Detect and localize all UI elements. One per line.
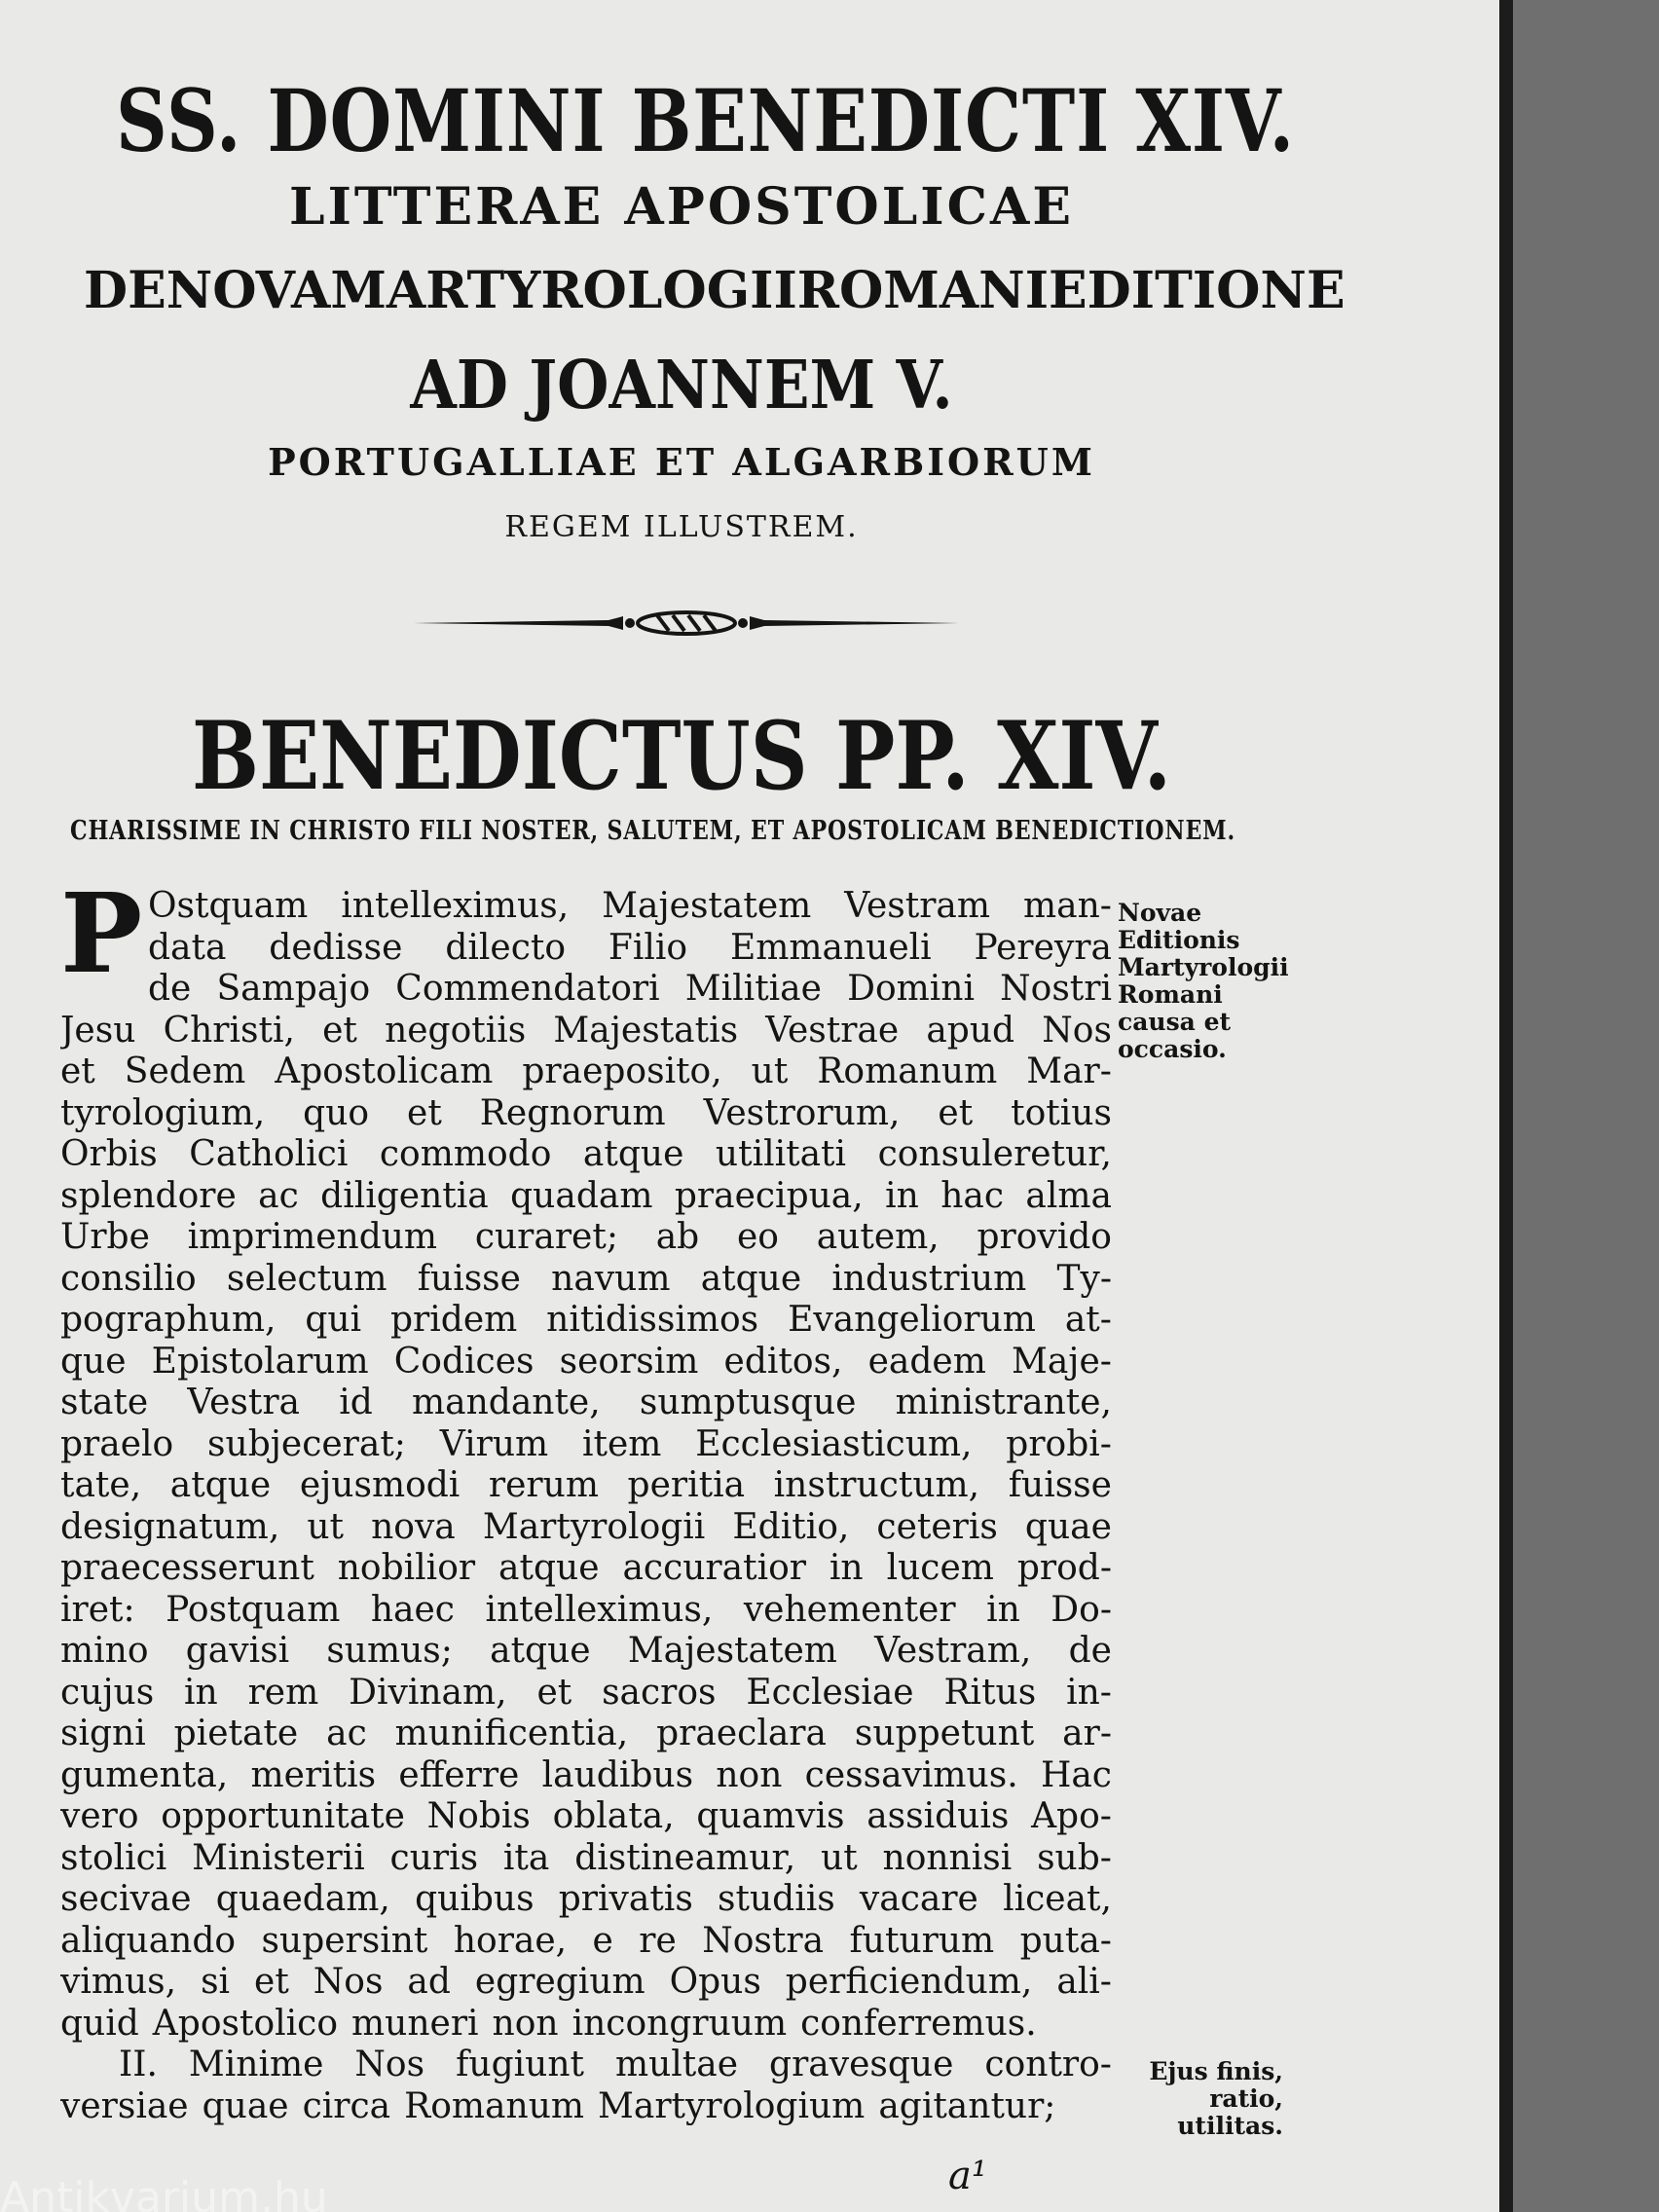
word: in-	[1066, 1672, 1112, 1713]
word: et	[938, 1092, 974, 1133]
word: Postquam	[166, 1589, 341, 1630]
word: re	[639, 1920, 677, 1961]
word: tyrologium,	[60, 1092, 266, 1133]
word: Vestra	[187, 1382, 301, 1422]
text-line	[60, 1259, 1112, 1301]
word: eo	[736, 1217, 779, 1257]
word: Apostolicam	[275, 1051, 494, 1091]
word: Divinam,	[349, 1672, 507, 1713]
word: in	[184, 1672, 218, 1713]
word: consuleretur,	[877, 1134, 1112, 1174]
text-line	[60, 1590, 1112, 1632]
word: sub-	[1037, 1837, 1112, 1878]
word: Emmanueli	[729, 927, 932, 968]
word: secivae	[60, 1879, 192, 1919]
word: ut	[307, 1506, 344, 1547]
word: quibus	[415, 1879, 535, 1919]
word: Epistolarum	[151, 1341, 369, 1382]
word: muneri	[351, 2003, 479, 2044]
heading-line-1: SS. DOMINI BENEDICTI XIV.	[116, 70, 1295, 171]
word: curaret;	[474, 1217, 618, 1257]
word: privatis	[558, 1879, 693, 1919]
word: negotiis	[385, 1010, 527, 1051]
word: seorsim	[559, 1341, 699, 1382]
word: Sedem	[124, 1051, 246, 1091]
word: circa	[302, 2085, 391, 2126]
word: perficiendum,	[785, 1962, 1033, 2002]
word: quadam	[510, 1175, 653, 1216]
word: Nos	[354, 2045, 425, 2084]
word: nonnisi	[882, 1837, 1013, 1878]
word: non	[492, 2003, 559, 2044]
heading-word: DE	[84, 261, 166, 320]
heading-word: MARTYROLOGII	[330, 261, 797, 320]
text-line	[60, 2045, 1112, 2086]
word: probi-	[1006, 1423, 1112, 1464]
text-line	[60, 1134, 1112, 1176]
word: autem,	[816, 1217, 940, 1257]
heading-line-2: LITTERAE APOSTOLICAE	[289, 177, 1074, 237]
word: Militiae	[684, 969, 822, 1009]
body-text	[60, 870, 1112, 2127]
word: agitantur;	[878, 2085, 1056, 2126]
word: dilecto	[445, 927, 567, 968]
word: conferremus.	[800, 2003, 1037, 2044]
word: opportunitate	[161, 1796, 405, 1836]
word: eadem	[867, 1341, 986, 1382]
watermark: Antikvarium.hu	[0, 2173, 328, 2212]
word: hac	[940, 1175, 1005, 1216]
word: accuratior	[622, 1548, 806, 1588]
word: Martyrologii	[482, 1506, 706, 1547]
word: Nostra	[702, 1920, 825, 1961]
word: meritis	[250, 1754, 377, 1795]
word: Vestrorum,	[703, 1092, 901, 1133]
word: nova	[371, 1506, 456, 1547]
word: et	[60, 1051, 95, 1091]
word: at-	[1064, 1300, 1112, 1340]
word: quae	[202, 2085, 289, 2126]
word: efferre	[398, 1754, 520, 1795]
word: alma	[1025, 1175, 1112, 1216]
word: id	[339, 1382, 373, 1422]
word: state	[60, 1382, 149, 1422]
word: praeposito,	[522, 1051, 722, 1091]
word: aliquando	[60, 1920, 237, 1961]
salutation: CHARISSIME IN CHRISTO FILI NOSTER, SALUTEM, ET APOSTOLICAM BENEDICTIONEM.	[70, 816, 1236, 846]
word: e	[592, 1920, 613, 1961]
margin-note-2: Ejus finis, ratio, utilitas.	[1149, 2057, 1283, 2140]
word: vacare	[859, 1879, 978, 1919]
word: Romanum	[817, 1051, 998, 1091]
word: quo	[303, 1092, 370, 1133]
word: praeclara	[656, 1714, 827, 1753]
word: egregium	[474, 1962, 645, 2002]
word: Ostquam	[148, 886, 309, 926]
word: distineamur,	[574, 1837, 796, 1878]
text-line	[60, 1962, 1112, 2004]
word: atque	[490, 1631, 591, 1671]
word: Nos	[1042, 1010, 1112, 1051]
word: vehementer	[743, 1589, 956, 1630]
word: Commendatori	[395, 969, 660, 1009]
word: sumus;	[326, 1631, 453, 1671]
word: si	[201, 1962, 231, 2002]
text-line	[60, 1217, 1112, 1259]
word: Apostolico	[152, 2003, 338, 2044]
word: stolici	[60, 1837, 167, 1878]
word: futurum	[849, 1920, 995, 1961]
text-line	[60, 969, 1112, 1011]
background-surface	[1513, 0, 1659, 2212]
word: mino	[60, 1631, 149, 1671]
word: Vestram,	[874, 1631, 1032, 1671]
word: in	[829, 1548, 864, 1588]
word: Majestatem	[602, 886, 812, 926]
word: nobilior	[337, 1548, 476, 1588]
word: Editio,	[732, 1506, 850, 1547]
word: non	[716, 1754, 783, 1795]
word: peritia	[627, 1465, 746, 1505]
word: multae	[614, 2045, 739, 2084]
word: pietate	[173, 1714, 299, 1753]
word: Romanum	[404, 2085, 585, 2126]
word: atque	[700, 1258, 802, 1299]
word: et	[407, 1092, 442, 1133]
word: praecesserunt	[60, 1548, 314, 1588]
word: Ministerii	[192, 1837, 365, 1878]
word: quae	[1024, 1506, 1112, 1547]
heading-word: EDITIONE	[1049, 261, 1346, 320]
word: Urbe	[60, 1217, 150, 1257]
word: consilio	[60, 1258, 197, 1299]
word: Nos	[313, 1962, 384, 2002]
word: dedisse	[269, 927, 403, 968]
word: prod-	[1016, 1548, 1112, 1588]
word: Martyrologium	[598, 2085, 866, 2126]
word: suppetunt	[854, 1714, 1035, 1753]
word: Apo-	[1031, 1796, 1112, 1836]
word: ad	[407, 1962, 451, 2002]
word: Jesu	[60, 1010, 136, 1051]
word: pridem	[390, 1300, 518, 1340]
word: fugiunt	[456, 2045, 584, 2084]
word: versiae	[60, 2085, 189, 2126]
word: Hac	[1040, 1754, 1112, 1795]
word: assiduis	[866, 1796, 1010, 1836]
word: Christi,	[163, 1010, 295, 1051]
word: editos,	[723, 1341, 843, 1382]
word: horae,	[453, 1920, 568, 1961]
text-line	[60, 2004, 1112, 2046]
text-line	[60, 1465, 1112, 1507]
word: Catholici	[189, 1134, 349, 1174]
word: sacros	[602, 1672, 717, 1713]
text-line	[60, 1342, 1112, 1383]
word: et	[322, 1010, 357, 1051]
word: Ty-	[1056, 1258, 1112, 1299]
word: intelleximus,	[341, 886, 570, 926]
word: II.	[119, 2045, 158, 2084]
word: Ecclesiae	[746, 1672, 914, 1713]
word: cessavimus.	[804, 1754, 1018, 1795]
word: ceteris	[876, 1506, 998, 1547]
word: Nostri	[1000, 969, 1112, 1009]
word: de	[148, 969, 192, 1009]
word: Vestram	[844, 886, 991, 926]
word: signi	[60, 1714, 146, 1753]
word: munificentia,	[394, 1714, 629, 1753]
word: gumenta,	[60, 1754, 229, 1795]
text-line	[60, 1548, 1112, 1590]
word: industrium	[831, 1258, 1027, 1299]
word: splendore	[60, 1175, 237, 1216]
word: intelleximus,	[485, 1589, 714, 1630]
word: subjecerat;	[207, 1423, 406, 1464]
word: nitidissimos	[546, 1300, 759, 1340]
word: Minime	[188, 2045, 324, 2084]
word: atque	[498, 1548, 600, 1588]
text-line	[60, 1714, 1112, 1755]
text-line	[60, 1673, 1112, 1714]
word: quid	[60, 2003, 139, 2044]
word: contro-	[984, 2045, 1112, 2084]
text-line	[60, 1838, 1112, 1880]
word: que	[60, 1341, 127, 1382]
text-line	[60, 1051, 1112, 1093]
word: Domini	[847, 969, 975, 1009]
document-title: BENEDICTUS PP. XIV.	[191, 701, 1172, 811]
text-line	[60, 886, 1112, 928]
word: ita	[502, 1837, 550, 1878]
word: praecipua,	[674, 1175, 864, 1216]
heading-line-6: REGEM ILLUSTREM.	[504, 510, 859, 544]
word: quamvis	[696, 1796, 845, 1836]
word: Orbis	[60, 1134, 158, 1174]
word: designatum,	[60, 1506, 280, 1547]
word: Maje-	[1011, 1341, 1112, 1382]
word: in	[885, 1175, 919, 1216]
margin-note-1: Novae Editionis Martyrologii Romani causa et occasio.	[1118, 899, 1289, 1063]
word: atque	[582, 1134, 684, 1174]
word: qui	[305, 1300, 362, 1340]
word: praelo	[60, 1423, 174, 1464]
word: mandante,	[411, 1382, 601, 1422]
word: ut	[821, 1837, 858, 1878]
word: Do-	[1051, 1589, 1112, 1630]
word: item	[581, 1423, 662, 1464]
word: curis	[389, 1837, 479, 1878]
word: fuisse	[1008, 1465, 1112, 1505]
text-line	[60, 1796, 1112, 1838]
word: de	[1068, 1631, 1112, 1671]
word: Nobis	[426, 1796, 531, 1836]
word: in	[986, 1589, 1020, 1630]
heading-line-4: AD JOANNEM V.	[410, 347, 953, 424]
text-line	[60, 1176, 1112, 1218]
word: ac	[326, 1714, 367, 1753]
text-line	[60, 1093, 1112, 1135]
word: Ecclesiasticum,	[695, 1423, 973, 1464]
word: puta-	[1019, 1920, 1112, 1961]
word: pographum,	[60, 1300, 276, 1340]
ornament-divider-icon	[414, 604, 959, 643]
word: vimus,	[60, 1962, 177, 2002]
word: gavisi	[185, 1631, 290, 1671]
word: oblata,	[552, 1796, 675, 1836]
word: ac	[258, 1175, 299, 1216]
word: Opus	[669, 1962, 761, 2002]
word: ut	[751, 1051, 789, 1091]
text-line	[60, 1631, 1112, 1673]
word: Majestatis	[553, 1010, 739, 1051]
word: Ritus	[943, 1672, 1037, 1713]
word: Filio	[608, 927, 688, 968]
text-line	[60, 1300, 1112, 1342]
word: laudibus	[541, 1754, 694, 1795]
text-line	[60, 928, 1112, 970]
word: ministrante,	[895, 1382, 1112, 1422]
word: Evangeliorum	[788, 1300, 1036, 1340]
signature-mark: a¹	[948, 2154, 987, 2198]
word: man-	[1023, 886, 1112, 926]
word: diligentia	[320, 1175, 489, 1216]
word: Regnorum	[479, 1092, 666, 1133]
word: ejusmodi	[299, 1465, 461, 1505]
text-line	[60, 2086, 1112, 2128]
word: Sampajo	[216, 969, 371, 1009]
word: Majestatem	[627, 1631, 837, 1671]
word: lucem	[886, 1548, 994, 1588]
drop-cap: P	[60, 870, 143, 998]
text-line	[60, 1879, 1112, 1921]
word: iret:	[60, 1589, 135, 1630]
word: ali-	[1056, 1962, 1112, 2002]
word: navum	[551, 1258, 671, 1299]
word: haec	[370, 1589, 455, 1630]
word: et	[254, 1962, 289, 2002]
word: fuisse	[417, 1258, 521, 1299]
word: Pereyra	[974, 927, 1112, 968]
word: rerum	[488, 1465, 599, 1505]
word: atque	[169, 1465, 272, 1505]
text-line	[60, 1921, 1112, 1963]
word: provido	[977, 1217, 1112, 1257]
heading-word: ROMANI	[796, 261, 1050, 320]
heading-line-3	[84, 261, 1346, 320]
word: instructum,	[773, 1465, 980, 1505]
word: supersint	[261, 1920, 428, 1961]
heading-word: NOVA	[166, 261, 331, 320]
word: liceat,	[1003, 1879, 1112, 1919]
text-line	[60, 1382, 1112, 1424]
text-line	[60, 1011, 1112, 1052]
text-line	[60, 1507, 1112, 1549]
text-line	[60, 1424, 1112, 1466]
word: rem	[247, 1672, 319, 1713]
word: Virum	[439, 1423, 549, 1464]
word: Vestrae	[765, 1010, 900, 1051]
word: ar-	[1062, 1714, 1112, 1753]
word: data	[148, 927, 227, 968]
word: imprimendum	[187, 1217, 438, 1257]
word: tate,	[60, 1465, 142, 1505]
text-line	[60, 1755, 1112, 1797]
word: apud	[926, 1010, 1015, 1051]
word: incongruum	[571, 2003, 788, 2044]
word: utilitati	[715, 1134, 847, 1174]
word: studiis	[718, 1879, 835, 1919]
word: sumptusque	[639, 1382, 857, 1422]
word: commodo	[379, 1134, 552, 1174]
word: Mar-	[1026, 1051, 1112, 1091]
heading-line-5: PORTUGALLIAE ET ALGARBIORUM	[268, 440, 1095, 484]
word: selectum	[226, 1258, 387, 1299]
word: Codices	[393, 1341, 535, 1382]
word: gravesque	[769, 2045, 954, 2084]
word: totius	[1011, 1092, 1112, 1133]
word: et	[536, 1672, 572, 1713]
word: cujus	[60, 1672, 155, 1713]
word: vero	[60, 1796, 139, 1836]
word: quaedam,	[215, 1879, 390, 1919]
page-edge	[1499, 0, 1513, 2212]
word: ab	[655, 1217, 700, 1257]
